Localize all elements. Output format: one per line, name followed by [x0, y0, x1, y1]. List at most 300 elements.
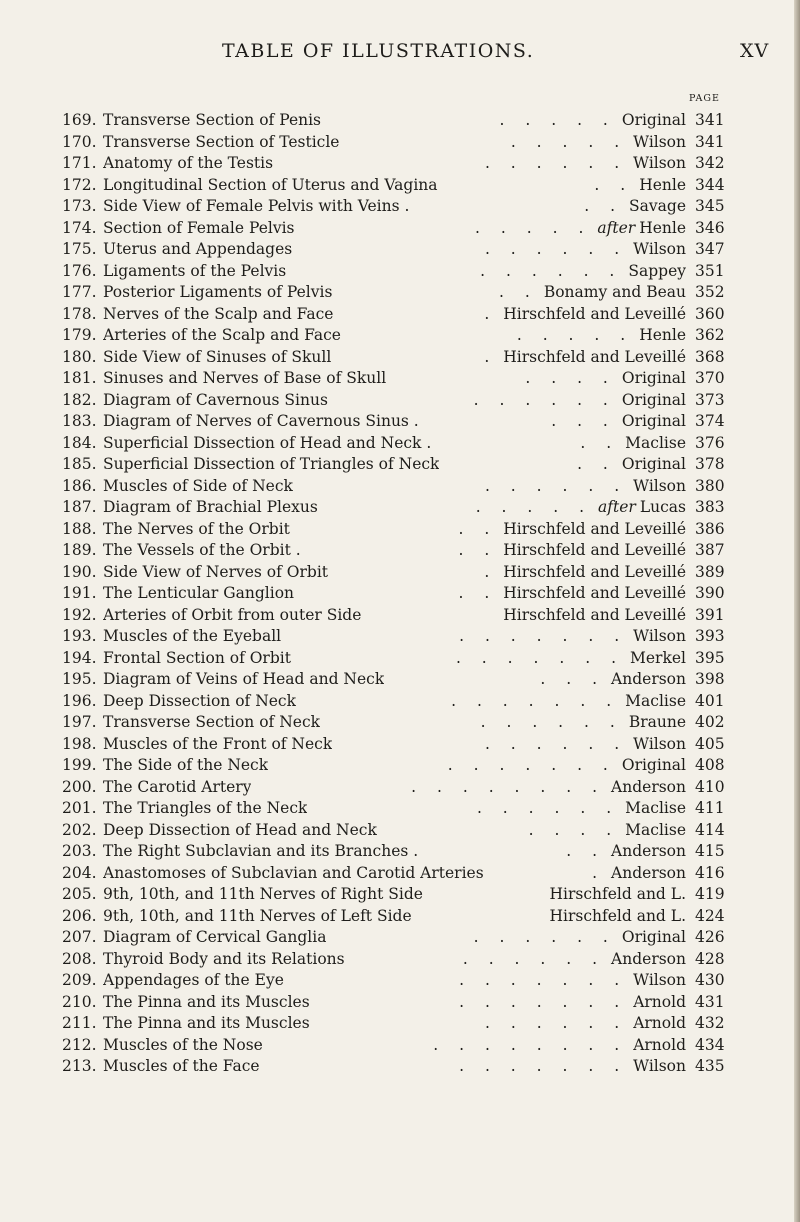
- page-number: 360: [695, 304, 725, 323]
- figure-source: [622, 927, 686, 949]
- figure-source: [633, 970, 686, 992]
- source-name: Wilson: [633, 240, 686, 258]
- figure-title: Side View of Sinuses of Skull: [103, 347, 332, 366]
- figure-number: 181.: [62, 369, 97, 387]
- page-number: 389: [695, 562, 725, 581]
- source-name: Original: [621, 455, 686, 473]
- list-item: [0, 841, 800, 863]
- source-name: Hirschfeld and Leveillé: [503, 347, 686, 366]
- dot-leaders: . .: [458, 541, 498, 559]
- list-item: [0, 734, 800, 756]
- page-number: 373: [695, 390, 725, 409]
- dot-leaders: . .: [584, 197, 624, 215]
- list-item: [0, 884, 800, 906]
- dot-leaders: .: [592, 863, 606, 882]
- page-number: 378: [695, 455, 725, 473]
- source-name: Hirschfeld and Leveillé: [503, 584, 686, 602]
- figure-title: Appendages of the Eye: [103, 971, 284, 989]
- source-name: Hirschfeld and L.: [549, 885, 686, 903]
- source-name: Henle: [639, 218, 686, 237]
- source-name: Wilson: [633, 627, 686, 645]
- list-item: [0, 1013, 800, 1035]
- source-name: Wilson: [633, 734, 686, 753]
- figure-title: The Right Subclavian and its Branches .: [103, 842, 419, 860]
- figure-source: [639, 175, 686, 197]
- page-number: 408: [695, 756, 725, 774]
- source-name: Braune: [628, 713, 686, 731]
- figure-source: [633, 132, 686, 154]
- list-item: [0, 175, 800, 197]
- source-prefix: after: [598, 498, 636, 516]
- figure-source: [549, 884, 686, 906]
- figure-number: 174.: [62, 218, 97, 237]
- list-item: [0, 239, 800, 261]
- page-number: 393: [695, 627, 725, 645]
- source-name: Bonamy and Beau: [543, 283, 686, 301]
- figure-title: 9th, 10th, and 11th Nerves of Right Side: [103, 885, 423, 903]
- list-item: [0, 562, 800, 584]
- dot-leaders: . . . . .: [499, 111, 616, 129]
- source-name: Arnold: [633, 992, 686, 1011]
- figure-number: 187.: [62, 498, 97, 516]
- source-name: Maclise: [625, 799, 686, 817]
- figure-title: Diagram of Nerves of Cavernous Sinus .: [103, 412, 419, 430]
- figure-source: [633, 476, 686, 498]
- figure-number: 213.: [62, 1057, 97, 1075]
- figure-title: Uterus and Appendages: [103, 240, 293, 258]
- figure-number: 195.: [62, 670, 97, 688]
- figure-number: 201.: [62, 799, 97, 817]
- figure-source: [503, 304, 686, 326]
- page-number: 341: [695, 132, 725, 151]
- dot-leaders: . . .: [540, 670, 606, 688]
- figure-title: Transverse Section of Penis: [103, 111, 322, 129]
- dot-leaders: . . . . . . . .: [433, 1035, 628, 1054]
- source-name: Maclise: [625, 691, 686, 710]
- dot-leaders: . .: [566, 842, 606, 860]
- dot-leaders: . . . . . . .: [459, 971, 628, 989]
- list-item: [0, 605, 800, 627]
- dot-leaders: . . . . . .: [473, 928, 616, 946]
- figure-source: [503, 605, 686, 627]
- list-item: [0, 1056, 800, 1078]
- figure-title: Muscles of the Eyeball: [103, 627, 282, 645]
- dot-leaders: . . . . . . .: [459, 992, 628, 1011]
- source-name: Original: [621, 928, 686, 946]
- figure-source: [629, 196, 686, 218]
- dot-leaders: . . . .: [525, 369, 616, 387]
- figure-number: 192.: [62, 605, 97, 624]
- dot-leaders: . . . . .: [475, 498, 593, 516]
- figure-number: 204.: [62, 863, 97, 882]
- figure-source: [598, 497, 686, 519]
- page-number: 376: [695, 433, 725, 452]
- figure-source: [633, 1035, 686, 1057]
- source-name: Hirschfeld and L.: [549, 906, 686, 925]
- figure-title: The Pinna and its Muscles: [103, 1014, 310, 1032]
- figure-source: [503, 540, 686, 562]
- list-item: [0, 669, 800, 691]
- figure-source: [622, 454, 686, 476]
- page-edge: [794, 0, 800, 1222]
- figure-title: Anastomoses of Subclavian and Carotid Arteries: [103, 863, 484, 882]
- source-name: Wilson: [633, 1057, 686, 1075]
- dot-leaders: . . . . . .: [480, 261, 623, 280]
- figure-source: [503, 347, 686, 369]
- figure-number: 200.: [62, 777, 97, 796]
- page-number: 416: [695, 863, 725, 882]
- source-name: Sappey: [628, 261, 686, 280]
- page-number: 345: [695, 197, 725, 215]
- source-prefix: after: [597, 218, 636, 237]
- figure-source: [633, 1056, 686, 1078]
- source-name: Henle: [639, 326, 686, 344]
- figure-number: 171.: [62, 154, 97, 172]
- figure-source: [611, 841, 686, 863]
- page-number: 347: [695, 240, 725, 258]
- figure-title: Superficial Dissection of Head and Neck .: [103, 433, 432, 452]
- figure-title: Side View of Female Pelvis with Veins .: [103, 197, 410, 215]
- source-name: Arnold: [633, 1014, 686, 1032]
- figure-number: 206.: [62, 906, 97, 925]
- figure-title: Section of Female Pelvis: [103, 218, 295, 237]
- figure-number: 170.: [62, 132, 97, 151]
- figure-source: [611, 777, 686, 799]
- source-name: Henle: [639, 175, 686, 194]
- list-item: [0, 433, 800, 455]
- figure-title: Side View of Nerves of Orbit: [103, 562, 329, 581]
- figure-number: 184.: [62, 433, 97, 452]
- figure-number: 176.: [62, 261, 97, 280]
- figure-title: Muscles of the Front of Neck: [103, 734, 333, 753]
- dot-leaders: .: [484, 562, 498, 581]
- figure-title: The Vessels of the Orbit .: [103, 541, 301, 559]
- figure-source: [503, 519, 686, 541]
- figure-source: [633, 992, 686, 1014]
- list-item: [0, 540, 800, 562]
- list-item: [0, 992, 800, 1014]
- figure-number: 178.: [62, 304, 97, 323]
- figure-number: 193.: [62, 627, 97, 645]
- figure-title: The Lenticular Ganglion: [103, 584, 295, 602]
- dot-leaders: . . . . . . . .: [411, 777, 606, 796]
- list-item: [0, 820, 800, 842]
- dot-leaders: . .: [499, 283, 538, 301]
- source-name: Original: [621, 111, 686, 129]
- figure-title: Muscles of the Nose: [103, 1035, 263, 1054]
- figure-source: [503, 562, 686, 584]
- source-name: Wilson: [633, 476, 686, 495]
- figure-number: 177.: [62, 283, 97, 301]
- source-name: Lucas: [639, 498, 686, 516]
- source-name: Anderson: [611, 670, 686, 688]
- page-number: 426: [695, 928, 725, 946]
- figure-source: [549, 906, 686, 928]
- list-item: [0, 132, 800, 154]
- figure-source: [611, 863, 686, 885]
- list-item: [0, 970, 800, 992]
- list-item: [0, 261, 800, 283]
- figure-number: 189.: [62, 541, 97, 559]
- list-item: [0, 927, 800, 949]
- source-name: Anderson: [611, 949, 686, 968]
- dot-leaders: . . . . .: [475, 218, 592, 237]
- figure-title: Diagram of Cervical Ganglia: [103, 928, 327, 946]
- figure-title: Diagram of Veins of Head and Neck: [103, 670, 385, 688]
- list-item: [0, 304, 800, 326]
- list-item: [0, 368, 800, 390]
- source-name: Wilson: [633, 154, 686, 172]
- figure-title: Thyroid Body and its Relations: [103, 949, 345, 968]
- source-name: Hirschfeld and Leveillé: [503, 519, 686, 538]
- page-number: 411: [695, 799, 725, 817]
- page-number: 390: [695, 584, 725, 602]
- list-item: [0, 497, 800, 519]
- list-item: [0, 325, 800, 347]
- figure-number: 199.: [62, 756, 97, 774]
- list-item: [0, 454, 800, 476]
- figure-title: Posterior Ligaments of Pelvis: [103, 283, 333, 301]
- figure-number: 196.: [62, 691, 97, 710]
- page-number: 362: [695, 326, 725, 344]
- dot-leaders: . . . . . .: [484, 240, 628, 258]
- figure-source: [622, 411, 686, 433]
- page-number: 428: [695, 949, 725, 968]
- source-name: Original: [621, 756, 686, 774]
- figure-number: 180.: [62, 347, 97, 366]
- source-name: Hirschfeld and Leveillé: [503, 605, 686, 624]
- dot-leaders: . . . . . .: [484, 734, 628, 753]
- figure-number: 183.: [62, 412, 97, 430]
- page-number: 401: [695, 691, 725, 710]
- figure-title: The Carotid Artery: [103, 777, 252, 796]
- figure-number: 172.: [62, 175, 97, 194]
- list-item: [0, 648, 800, 670]
- list-item: [0, 282, 800, 304]
- dot-leaders: . . . . . .: [485, 1014, 628, 1032]
- figure-title: Transverse Section of Neck: [103, 713, 321, 731]
- figure-source: [622, 110, 686, 132]
- figure-number: 190.: [62, 562, 97, 581]
- figure-title: Muscles of Side of Neck: [103, 476, 293, 495]
- source-name: Hirschfeld and Leveillé: [503, 562, 686, 581]
- figure-number: 169.: [62, 111, 97, 129]
- page-number: 352: [695, 283, 725, 301]
- dot-leaders: . . . . . .: [480, 713, 623, 731]
- page-number: 341: [695, 111, 725, 129]
- source-name: Original: [621, 369, 686, 387]
- figure-number: 212.: [62, 1035, 97, 1054]
- source-name: Savage: [629, 197, 686, 215]
- dot-leaders: . . . . . .: [484, 476, 628, 495]
- page-number: 383: [695, 498, 725, 516]
- page-number: 402: [695, 713, 725, 731]
- figure-number: 208.: [62, 949, 97, 968]
- running-title: TABLE OF ILLUSTRATIONS.: [222, 40, 535, 62]
- dot-leaders: .: [484, 304, 498, 323]
- page-number: 346: [695, 218, 725, 237]
- figure-title: Anatomy of the Testis: [103, 154, 274, 172]
- dot-leaders: . . . . . . .: [459, 1057, 628, 1075]
- dot-leaders: . . .: [551, 412, 616, 430]
- figure-source: [611, 669, 686, 691]
- page-number: 414: [695, 820, 725, 839]
- figure-source: [622, 390, 686, 412]
- source-name: Original: [621, 390, 686, 409]
- source-name: Anderson: [611, 863, 686, 882]
- page-number: 391: [695, 605, 725, 624]
- figure-title: Sinuses and Nerves of Base of Skull: [103, 369, 387, 387]
- list-item: [0, 583, 800, 605]
- source-name: Anderson: [611, 777, 686, 796]
- figure-title: Muscles of the Face: [103, 1057, 260, 1075]
- list-item: [0, 712, 800, 734]
- source-name: Wilson: [633, 971, 686, 989]
- figure-title: Ligaments of the Pelvis: [103, 261, 287, 280]
- dot-leaders: . . . . . .: [473, 390, 616, 409]
- figure-title: Superficial Dissection of Triangles of Neck: [103, 455, 440, 473]
- figure-number: 211.: [62, 1014, 97, 1032]
- list-item: [0, 196, 800, 218]
- figure-source: [633, 239, 686, 261]
- page-number: 387: [695, 541, 725, 559]
- page-number: 424: [695, 906, 725, 925]
- figure-title: 9th, 10th, and 11th Nerves of Left Side: [103, 906, 412, 925]
- source-name: Wilson: [633, 132, 686, 151]
- figure-number: 202.: [62, 820, 97, 839]
- page-number: 432: [695, 1014, 725, 1032]
- page-number: 419: [695, 885, 725, 903]
- figure-source: [625, 820, 686, 842]
- page-number: 398: [695, 670, 725, 688]
- list-item: [0, 519, 800, 541]
- list-item: [0, 691, 800, 713]
- figure-title: Diagram of Cavernous Sinus: [103, 390, 328, 409]
- figure-number: 203.: [62, 842, 97, 860]
- page-number: 405: [695, 734, 725, 753]
- page-number: 368: [695, 347, 725, 366]
- page-number: 370: [695, 369, 725, 387]
- figure-source: [629, 712, 686, 734]
- page-numeral: XV: [740, 40, 770, 62]
- page-number: 374: [695, 412, 725, 430]
- list-item: [0, 218, 800, 240]
- figure-number: 186.: [62, 476, 97, 495]
- list-item: [0, 949, 800, 971]
- figure-number: 210.: [62, 992, 97, 1011]
- dot-leaders: . . . . . . .: [451, 691, 620, 710]
- dot-leaders: . . . . . .: [462, 949, 606, 968]
- list-item: [0, 347, 800, 369]
- dot-leaders: .: [484, 347, 498, 366]
- list-item: [0, 411, 800, 433]
- figure-number: 182.: [62, 390, 97, 409]
- source-name: Hirschfeld and Leveillé: [503, 541, 686, 559]
- source-name: Maclise: [625, 820, 686, 839]
- figure-source: [622, 755, 686, 777]
- figure-number: 188.: [62, 519, 97, 538]
- dot-leaders: . .: [458, 584, 498, 602]
- page-number: 380: [695, 476, 725, 495]
- figure-source: [544, 282, 686, 304]
- page-number: 430: [695, 971, 725, 989]
- dot-leaders: . . . . . .: [484, 154, 628, 172]
- dot-leaders: . .: [577, 455, 616, 473]
- figure-number: 205.: [62, 885, 97, 903]
- figure-number: 173.: [62, 197, 97, 215]
- page-number: 395: [695, 648, 725, 667]
- figure-source: [611, 949, 686, 971]
- page-number: 431: [695, 992, 725, 1011]
- list-item: [0, 1035, 800, 1057]
- figure-title: Arteries of Orbit from outer Side: [103, 605, 362, 624]
- page-number: 415: [695, 842, 725, 860]
- figure-number: 191.: [62, 584, 97, 602]
- figure-title: The Side of the Neck: [103, 756, 269, 774]
- figure-source: [625, 433, 686, 455]
- dot-leaders: . . . . . . .: [447, 756, 616, 774]
- page-number: 351: [695, 261, 725, 280]
- page-number: 342: [695, 154, 725, 172]
- source-name: Merkel: [630, 648, 686, 667]
- dot-leaders: . . . . . . .: [459, 627, 628, 645]
- figure-title: Diagram of Brachial Plexus: [103, 498, 318, 516]
- figure-title: Deep Dissection of Neck: [103, 691, 297, 710]
- illustration-list: [0, 110, 800, 1078]
- running-head: [0, 40, 800, 70]
- figure-title: The Triangles of the Neck: [103, 799, 308, 817]
- list-item: [0, 755, 800, 777]
- figure-source: [633, 626, 686, 648]
- page-number: 434: [695, 1035, 725, 1054]
- figure-number: 185.: [62, 455, 97, 473]
- figure-number: 198.: [62, 734, 97, 753]
- figure-title: Deep Dissection of Head and Neck: [103, 820, 377, 839]
- dot-leaders: . .: [594, 175, 634, 194]
- figure-source: [633, 153, 686, 175]
- figure-source: [630, 648, 686, 670]
- list-item: [0, 863, 800, 885]
- source-name: Maclise: [625, 433, 686, 452]
- dot-leaders: . .: [458, 519, 498, 538]
- list-item: [0, 110, 800, 132]
- figure-title: Frontal Section of Orbit: [103, 648, 291, 667]
- figure-number: 175.: [62, 240, 97, 258]
- figure-title: Arteries of the Scalp and Face: [103, 326, 341, 344]
- figure-source: [625, 798, 686, 820]
- page-number: 344: [695, 175, 725, 194]
- figure-source: [639, 325, 686, 347]
- list-item: [0, 798, 800, 820]
- page-number: 410: [695, 777, 725, 796]
- list-item: [0, 626, 800, 648]
- page-column-label: PAGE: [689, 93, 720, 104]
- source-name: Hirschfeld and Leveillé: [503, 304, 686, 323]
- figure-source: [597, 218, 686, 240]
- dot-leaders: . . . . . . .: [455, 648, 625, 667]
- dot-leaders: . . . . . .: [476, 799, 620, 817]
- figure-number: 197.: [62, 713, 97, 731]
- source-name: Anderson: [611, 842, 686, 860]
- figure-source: [622, 368, 686, 390]
- page-number: 386: [695, 519, 725, 538]
- figure-source: [628, 261, 686, 283]
- list-item: [0, 777, 800, 799]
- figure-source: [633, 1013, 686, 1035]
- figure-number: 194.: [62, 648, 97, 667]
- source-name: Original: [621, 412, 686, 430]
- figure-number: 207.: [62, 928, 97, 946]
